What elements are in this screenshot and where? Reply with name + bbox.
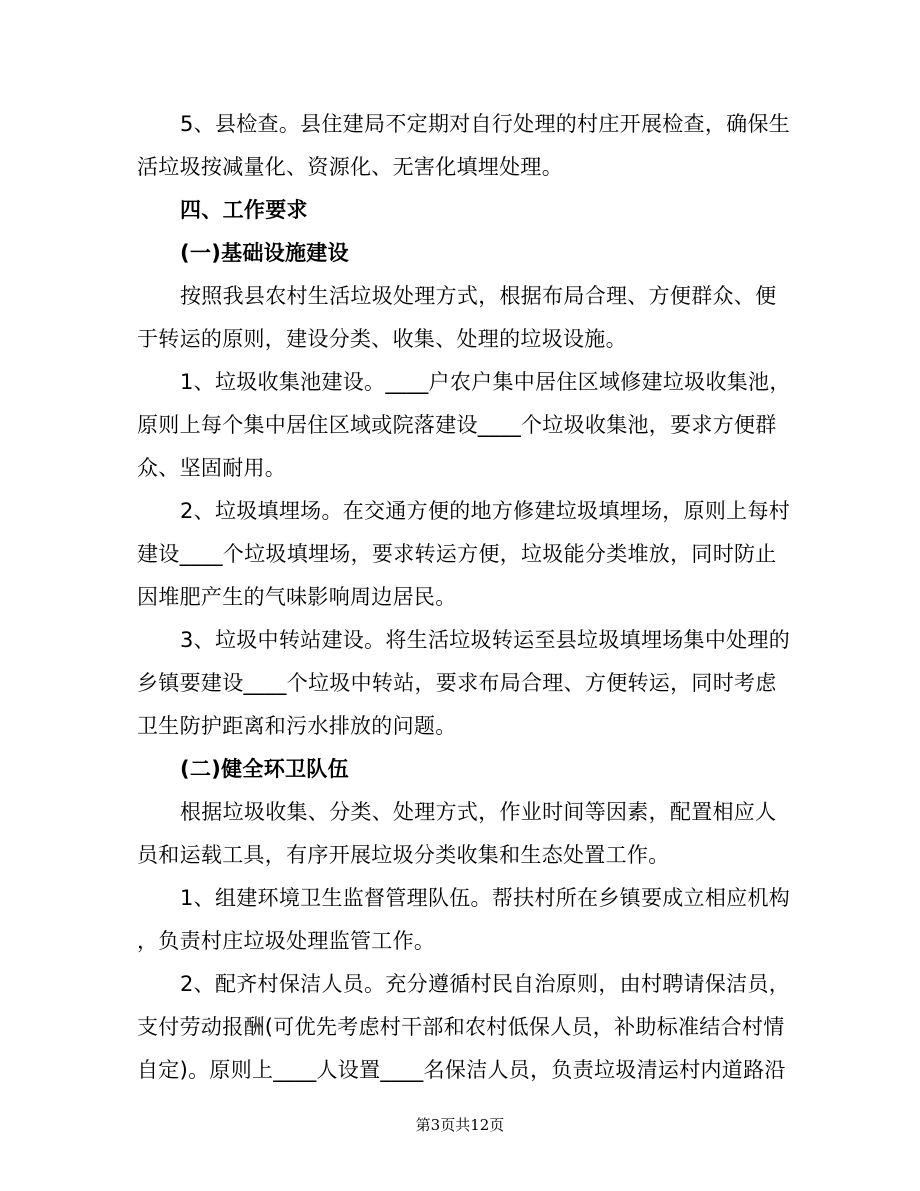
text-line: 3、垃圾中转站建设。将生活垃圾转运至县垃圾填埋场集中处理的 bbox=[180, 628, 791, 652]
text-line: 2、配齐村保洁人员。充分遵循村民自治原则，由村聘请保洁员， bbox=[180, 972, 791, 996]
section-heading: 四、工作要求 bbox=[180, 198, 308, 222]
text-line: 因堆肥产生的气味影响周边居民。 bbox=[137, 585, 457, 609]
text-line: 1、组建环境卫生监督管理队伍。帮扶村所在乡镇要成立相应机构 bbox=[180, 886, 791, 910]
document-body bbox=[137, 103, 830, 1092]
text-line: 员和运载工具，有序开展垃圾分类收集和生态处置工作。 bbox=[137, 843, 670, 867]
text-line: 支付劳动报酬(可优先考虑村干部和农村低保人员，补助标准结合村情 bbox=[137, 1015, 785, 1039]
page-footer: 第3页共12页 bbox=[415, 1116, 505, 1134]
text-line: 卫生防护距离和污水排放的问题。 bbox=[137, 714, 457, 738]
text-line: 原则上每个集中居住区域或院落建设____个垃圾收集池，要求方便群 bbox=[137, 413, 777, 437]
text-line: 活垃圾按减量化、资源化、无害化填埋处理。 bbox=[137, 155, 563, 179]
text-line: 按照我县农村生活垃圾处理方式，根据布局合理、方便群众、便 bbox=[180, 284, 777, 308]
text-line: 根据垃圾收集、分类、处理方式，作业时间等因素，配置相应人 bbox=[180, 800, 777, 824]
text-line: 自定)。原则上____人设置____名保洁人员，负责垃圾清运村内道路沿 bbox=[137, 1058, 786, 1082]
text-line: 1、垃圾收集池建设。____户农户集中居住区域修建垃圾收集池， bbox=[180, 370, 791, 394]
text-line: 众、坚固耐用。 bbox=[137, 456, 287, 480]
text-line: 5、县检查。县住建局不定期对自行处理的村庄开展检查，确保生 bbox=[180, 112, 791, 136]
text-line: 乡镇要建设____个垃圾中转站，要求布局合理、方便转运，同时考虑 bbox=[137, 671, 777, 695]
text-line: 于转运的原则，建设分类、收集、处理的垃圾设施。 bbox=[137, 327, 627, 351]
text-line: 2、垃圾填埋场。在交通方便的地方修建垃圾填埋场，原则上每村 bbox=[180, 499, 791, 523]
text-line: 建设____个垃圾填埋场，要求转运方便，垃圾能分类堆放，同时防止 bbox=[137, 542, 777, 566]
section-heading: (二)健全环卫队伍 bbox=[180, 757, 349, 781]
section-heading: (一)基础设施建设 bbox=[180, 241, 349, 265]
text-line: ，负责村庄垃圾处理监管工作。 bbox=[137, 929, 436, 953]
